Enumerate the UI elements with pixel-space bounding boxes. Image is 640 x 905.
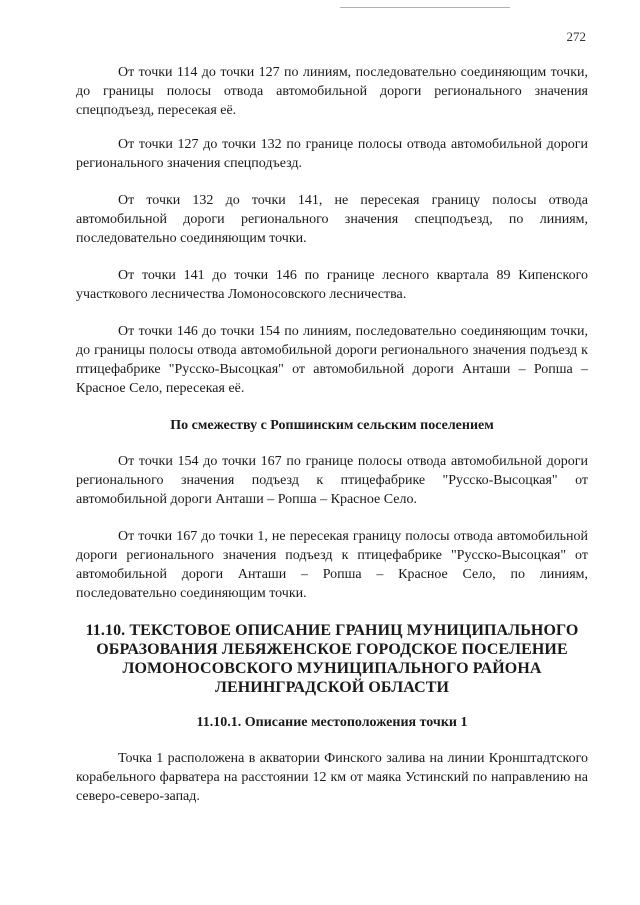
document-body: [76, 63, 588, 824]
paragraph: Точка 1 расположена в акватории Финского залива на линии Кронштадтского корабельного фарватера на расстоянии 12 км от маяка Устинский по направлению на северо-северо-запад.: [76, 751, 588, 804]
page-number: 272: [566, 29, 586, 44]
section-heading-line: ЛОМОНОСОВСКОГО МУНИЦИПАЛЬНОГО РАЙОНА: [122, 660, 542, 677]
section-heading: [76, 621, 588, 697]
top-rule: [340, 7, 510, 8]
subheading-ropsha-border: По смежеству с Ропшинским сельским поселением: [170, 418, 494, 433]
section-heading-line: ОБРАЗОВАНИЯ ЛЕБЯЖЕНСКОЕ ГОРОДСКОЕ ПОСЕЛЕНИЕ: [96, 641, 568, 658]
paragraph: От точки 114 до точки 127 по линиям, последовательно соединяющим точки, до границы полосы отвода автомобильной дороги регионального значения спецподъезд, пересекая её.: [76, 65, 588, 118]
paragraph: От точки 146 до точки 154 по линиям, последовательно соединяющим точки, до границы полосы отвода автомобильной дороги регионального значения подъезд к птицефабрике "Русско-Высоцкая" от автомобильной дороги Анташи – Ропша – Красное Село, пересекая её.: [76, 324, 588, 396]
paragraph: От точки 154 до точки 167 по границе полосы отвода автомобильной дороги регионального значения подъезд к птицефабрике "Русско-Высоцкая" от автомобильной дороги Анташи – Ропша – Красное Село.: [76, 454, 588, 507]
paragraph: От точки 132 до точки 141, не пересекая границу полосы отвода автомобильной дороги регионального значения спецподъезд, по линиям, последовательно соединяющим точки.: [76, 193, 588, 246]
paragraph: От точки 127 до точки 132 по границе полосы отвода автомобильной дороги регионального значения спецподъезд.: [76, 137, 588, 171]
section-heading-line: 11.10. ТЕКСТОВОЕ ОПИСАНИЕ ГРАНИЦ МУНИЦИПАЛЬНОГО: [85, 622, 579, 639]
paragraph: От точки 141 до точки 146 по границе лесного квартала 89 Кипенского участкового лесничества Ломоносовского лесничества.: [76, 268, 588, 302]
subsection-heading: 11.10.1. Описание местоположения точки 1: [196, 715, 468, 730]
paragraph: От точки 167 до точки 1, не пересекая границу полосы отвода автомобильной дороги регионального значения подъезд к птицефабрике "Русско-Высоцкая" от автомобильной дороги Анташи – Ропша – Красное Село, по линиям, последовательно соединяющим точки.: [76, 529, 588, 601]
section-heading-line: ЛЕНИНГРАДСКОЙ ОБЛАСТИ: [214, 679, 450, 696]
